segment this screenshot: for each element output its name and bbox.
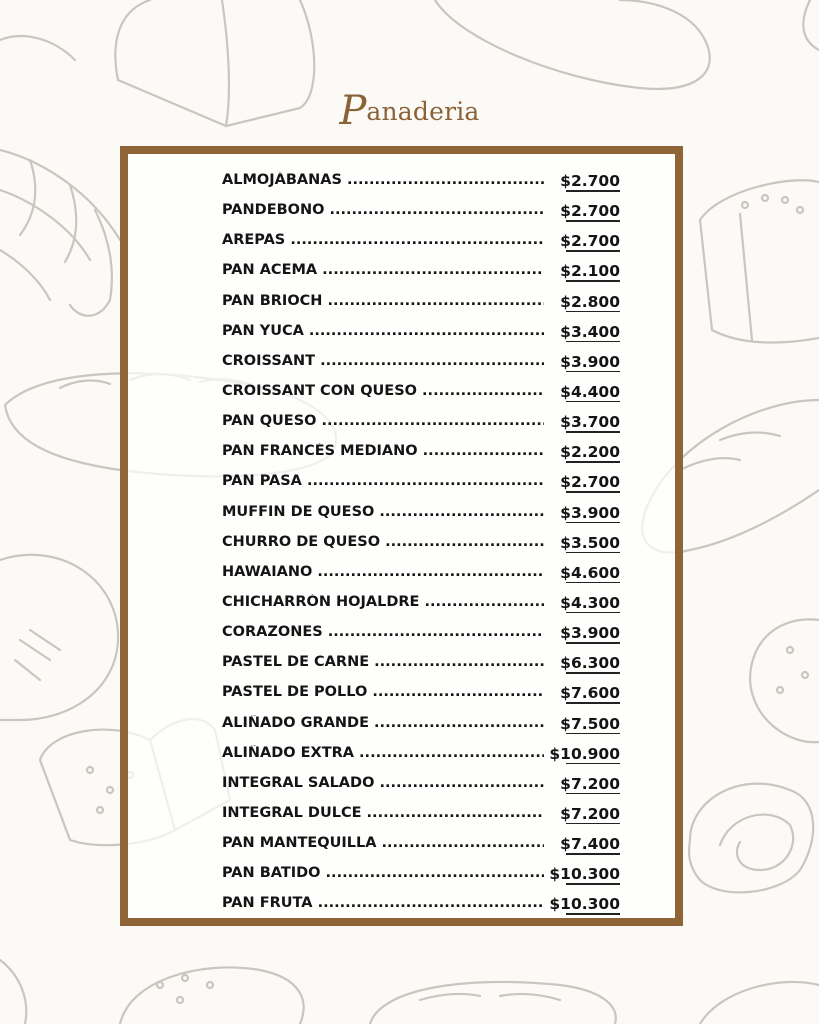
menu-item-name: PAN MANTEQUILLA ..... [222, 835, 544, 851]
menu-item-name: PANDEBONO ..... [222, 202, 544, 218]
bread-loaf-icon [0, 36, 75, 60]
price-underline [566, 823, 620, 825]
menu-item-price: $3.900 [560, 503, 620, 522]
bread-loaf-icon [0, 960, 304, 1024]
price-underline [566, 853, 620, 855]
menu-item-name: CROISSANT ..... [222, 353, 544, 369]
price-underline [566, 431, 620, 433]
menu-item-price: $2.700 [560, 232, 620, 251]
menu-item-name: CROISSANT CON QUESO ..... [222, 383, 544, 399]
price-underline [566, 371, 620, 373]
price-underline [566, 612, 620, 614]
menu-item [222, 166, 620, 196]
price-underline [566, 702, 620, 704]
menu-item-price: $3.900 [560, 624, 620, 643]
menu-item [222, 588, 620, 618]
menu-item-price: $2.700 [560, 473, 620, 492]
menu-item-name: PAN ACEMA ..... [222, 262, 544, 278]
bun-icon [700, 982, 819, 1024]
menu-item-price: $3.700 [560, 413, 620, 432]
price-underline [566, 522, 620, 524]
baguette-icon [435, 0, 819, 89]
price-underline [566, 311, 620, 313]
menu-item-price: $4.600 [560, 563, 620, 582]
menu-item-name: INTEGRAL DULCE ..... [222, 805, 544, 821]
price-underline [566, 763, 620, 765]
price-underline [566, 913, 620, 915]
menu-item [222, 709, 620, 739]
menu-item-name: PAN QUESO ..... [222, 413, 544, 429]
menu-item-name: PAN BRIOCH ..... [222, 293, 544, 309]
menu-item-name: PASTEL DE POLLO ..... [222, 684, 544, 700]
menu-item-name: AREPAS ..... [222, 232, 544, 248]
price-list [222, 166, 620, 920]
menu-item [222, 618, 620, 648]
menu-item-name: HAWAIANO ..... [222, 564, 544, 580]
menu-item [222, 377, 620, 407]
menu-item-price: $2.200 [560, 443, 620, 462]
menu-item-price: $3.500 [560, 533, 620, 552]
menu-item [222, 196, 620, 226]
menu-item-price: $2.700 [560, 172, 620, 190]
menu-item-price: $6.300 [560, 654, 620, 673]
price-underline [566, 672, 620, 674]
brand-name: anaderia [366, 97, 480, 126]
price-underline [566, 733, 620, 735]
bread-loaf-icon [700, 180, 819, 342]
menu-item-name: PASTEL DE CARNE ..... [222, 654, 544, 670]
menu-item-price: $2.700 [560, 202, 620, 221]
menu-item-name: PAN PASA ..... [222, 473, 544, 489]
price-underline [566, 280, 620, 282]
price-underline [566, 190, 620, 192]
menu-item-name: ALMOJÁBANAS ..... [222, 172, 544, 188]
price-underline [566, 220, 620, 222]
menu-item-price: $10.300 [549, 865, 620, 884]
menu-item-name: INTEGRAL SALADO ..... [222, 775, 544, 791]
bun-icon [0, 555, 118, 720]
price-underline [566, 883, 620, 885]
pastry-roll-icon [689, 784, 813, 893]
menu-item-name: ALIÑADO EXTRA ..... [222, 745, 544, 761]
price-underline [566, 582, 620, 584]
menu-item-price: $7.500 [560, 714, 620, 733]
menu-item [222, 347, 620, 377]
menu-item [222, 648, 620, 678]
menu-item-name: PAN YUCA ..... [222, 323, 544, 339]
menu-item-name: MUFFIN DE QUESO ..... [222, 504, 544, 520]
menu-item-name: PAN BATIDO ..... [222, 865, 544, 881]
menu-item [222, 317, 620, 347]
price-underline [566, 793, 620, 795]
price-underline [566, 341, 620, 343]
menu-item [222, 498, 620, 528]
menu-item [222, 859, 620, 889]
menu-item-price: $4.400 [560, 382, 620, 401]
price-underline [566, 401, 620, 403]
menu-item-price: $7.600 [560, 684, 620, 703]
menu-item [222, 739, 620, 769]
brand-initial: P [339, 88, 367, 134]
menu-item-name: PAN FRUTA ..... [222, 895, 544, 911]
menu-item-name: ALIÑADO GRANDE ..... [222, 715, 544, 731]
price-underline [566, 552, 620, 554]
menu-item [222, 407, 620, 437]
menu-item [222, 558, 620, 588]
menu-item-name: CORAZONES ..... [222, 624, 544, 640]
price-underline [566, 642, 620, 644]
menu-item-price: $2.800 [560, 292, 620, 311]
menu-item [222, 226, 620, 256]
menu-item-price: $2.100 [560, 262, 620, 281]
menu-item-name: CHICHARRÓN HOJALDRE ..... [222, 594, 544, 610]
croissant-icon [0, 150, 120, 316]
menu-item-price: $7.200 [560, 804, 620, 823]
menu-item [222, 799, 620, 829]
menu-item [222, 256, 620, 286]
menu-item [222, 829, 620, 859]
menu-item-price: $7.200 [560, 774, 620, 793]
menu-item-price: $10.300 [549, 895, 620, 914]
price-underline [566, 491, 620, 493]
baguette-icon [370, 982, 616, 1024]
menu-item [222, 889, 620, 919]
menu-item [222, 437, 620, 467]
price-underline [566, 250, 620, 252]
price-underline [566, 461, 620, 463]
menu-item [222, 769, 620, 799]
menu-item-price: $3.400 [560, 322, 620, 341]
menu-item-price: $4.300 [560, 593, 620, 612]
menu-item-price: $3.900 [560, 352, 620, 371]
menu-item [222, 467, 620, 497]
bun-icon [750, 619, 819, 742]
menu-item-price: $7.400 [560, 835, 620, 854]
menu-frame [120, 146, 683, 926]
menu-item [222, 287, 620, 317]
menu-item-price: $10.900 [549, 744, 620, 763]
menu-item-name: CHURRO DE QUESO ..... [222, 534, 544, 550]
menu-item [222, 528, 620, 558]
menu-item [222, 678, 620, 708]
brand-logo [0, 88, 819, 134]
menu-item-name: PAN FRANCÉS MEDIANO ..... [222, 443, 544, 459]
